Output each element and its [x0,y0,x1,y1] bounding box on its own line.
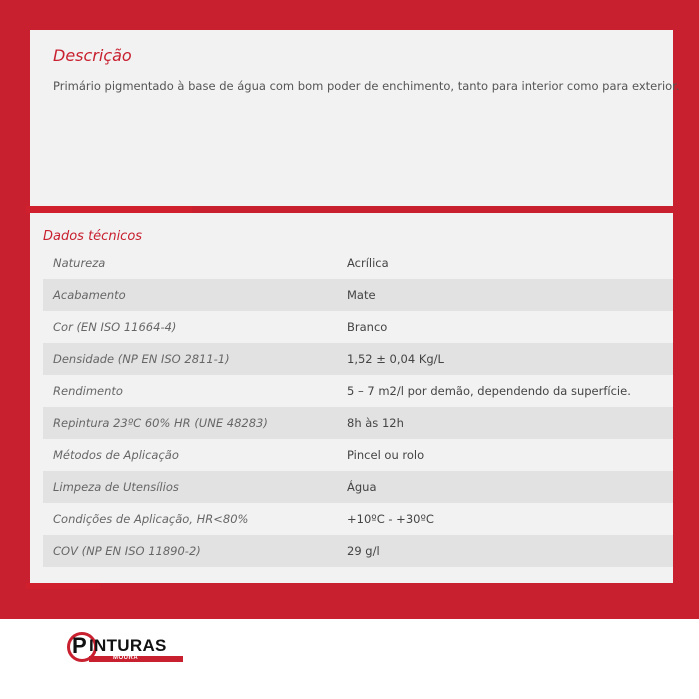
table-row [43,279,673,311]
row-value: Água [347,480,377,494]
row-value: Mate [347,288,376,302]
table-row [43,343,673,375]
row-value: Pincel ou rolo [347,448,425,462]
table-row [43,503,673,535]
row-label: Rendimento [53,384,123,398]
row-value: 29 g/l [347,544,380,558]
brand-logo [67,632,187,666]
description-text: Primário pigmentado à base de água com bom poder de enchimento, tanto para interior como para exterior. [53,79,680,93]
row-value: +10ºC - +30ºC [347,512,434,526]
row-value: Branco [347,320,388,334]
description-accent-bar [26,206,192,213]
row-label: Métodos de Aplicação [53,448,179,462]
table-row [43,407,673,439]
table-row [43,439,673,471]
row-label: Acabamento [53,288,126,302]
row-label: Cor (EN ISO 11664-4) [53,320,177,334]
row-label: Natureza [53,256,106,270]
row-value: 5 – 7 m2/l por demão, dependendo da superfície. [347,384,631,398]
logo-name: INTURAS [89,636,167,655]
logo-initial: P [72,633,87,658]
row-value: Acrílica [347,256,389,270]
description-title: Descrição [53,46,132,65]
table-row [43,471,673,503]
technical-accent-bar [26,583,100,589]
technical-data-title: Dados técnicos [43,229,143,244]
logo-subtitle: MOURA [113,655,139,661]
technical-data-table [43,247,673,567]
row-label: COV (NP EN ISO 11890-2) [53,544,201,558]
row-label: Repintura 23ºC 60% HR (UNE 48283) [53,416,268,430]
row-label: Densidade (NP EN ISO 2811-1) [53,352,230,366]
table-row [43,247,673,279]
row-value: 1,52 ± 0,04 Kg/L [347,352,444,366]
row-label: Condições de Aplicação, HR<80% [53,512,249,526]
table-row [43,311,673,343]
row-label: Limpeza de Utensílios [53,480,179,494]
table-row [43,535,673,567]
table-row [43,375,673,407]
row-value: 8h às 12h [347,416,404,430]
